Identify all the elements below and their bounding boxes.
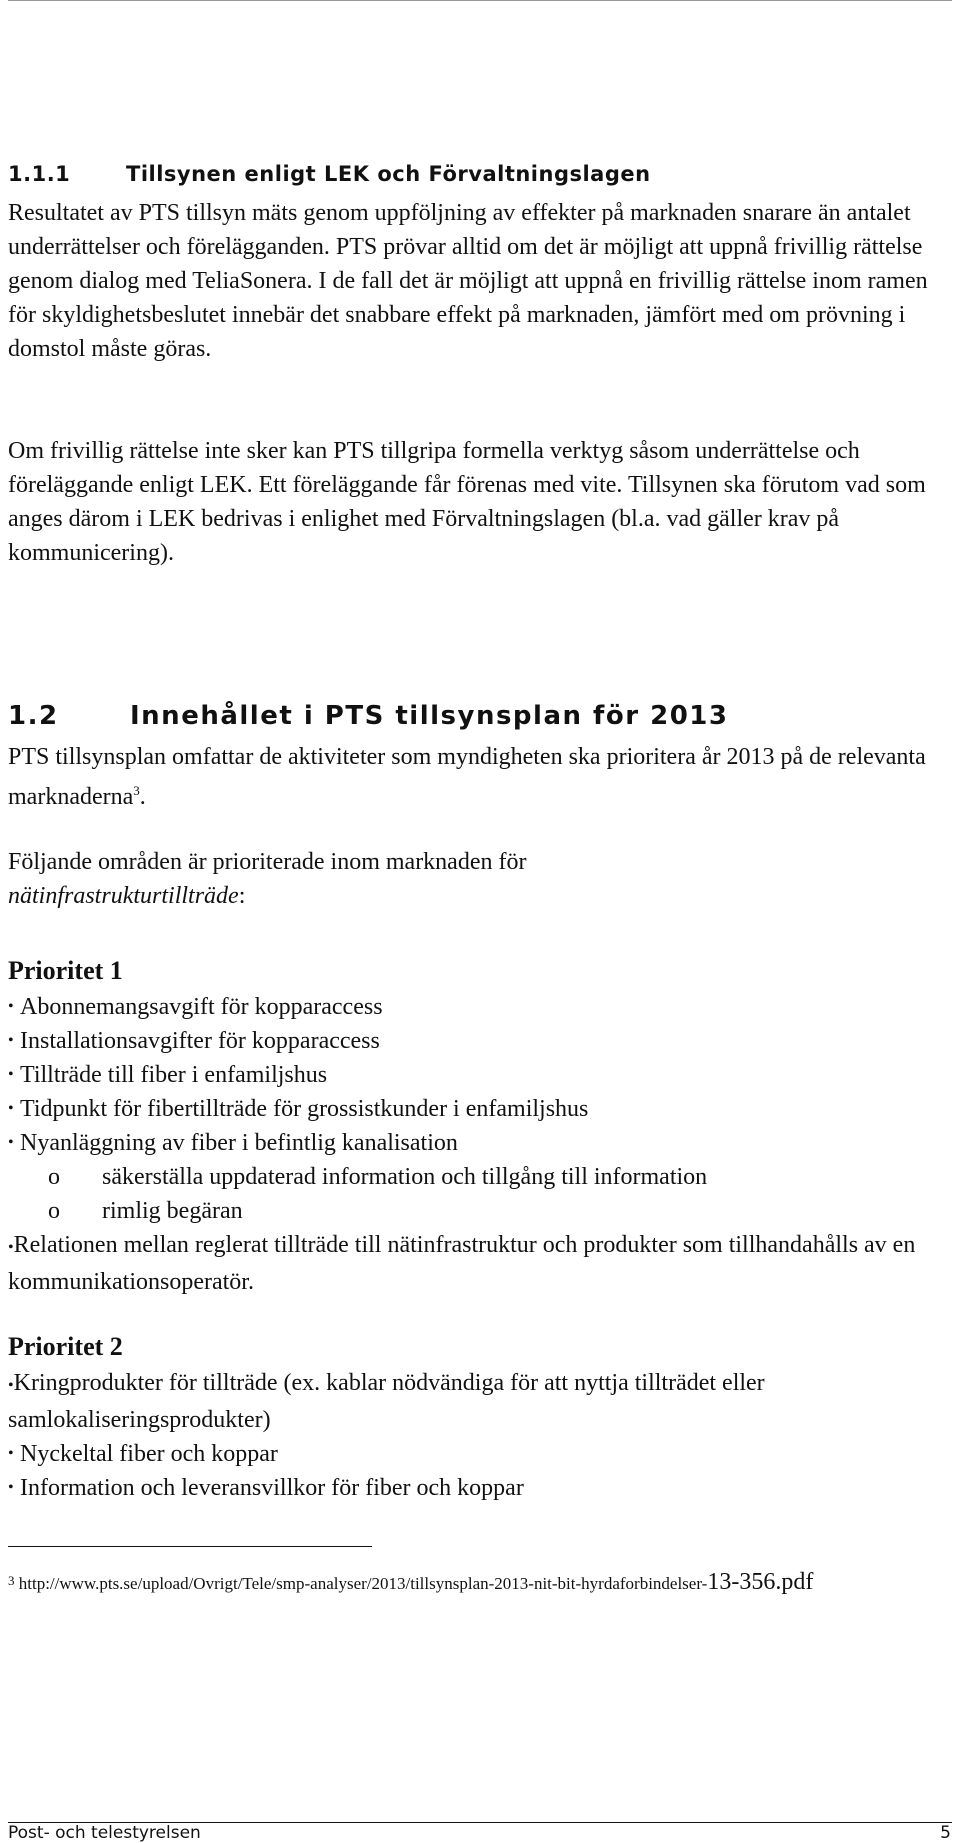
- list-item: [8, 1228, 948, 1299]
- footer-organization: Post- och telestyrelsen: [8, 1823, 201, 1843]
- page-number: 5: [940, 1823, 951, 1843]
- sub-bullet: o: [48, 1198, 60, 1224]
- sub-bullet: o: [48, 1164, 60, 1190]
- section-heading-1-1-1: [8, 162, 651, 186]
- section-number: 1.2: [8, 701, 59, 731]
- paragraph-prioriterade: [8, 845, 938, 913]
- section-title: Innehållet i PTS tillsynsplan för 2013: [130, 701, 729, 731]
- bullet-icon: •: [8, 1100, 14, 1117]
- list-item-text: Nyckeltal fiber och koppar: [20, 1441, 278, 1467]
- priority-1-heading: Prioritet 1: [8, 956, 123, 985]
- paragraph-end: .: [139, 784, 146, 810]
- footnote-link[interactable]: [18, 1569, 814, 1595]
- paragraph-tillsynsplan: [8, 740, 938, 814]
- paragraph-tillsyn-1: Resultatet av PTS tillsyn mäts genom uppföljning av effekter på marknaden snarare än antalet underrättelser och förelägganden. PTS prövar alltid om det är möjligt att uppnå frivillig rättelse genom dialog med TeliaSonera. I de fall det är möjligt att uppnå en frivillig rättelse inom ramen för skyldighetsbeslutet innebär det snabbare effekt på marknaden, jämfört med om prövning i domstol måste göras.: [8, 200, 928, 362]
- list-item-text: Installationsavgifter för kopparaccess: [20, 1028, 380, 1054]
- list-item-text: Tillträde till fiber i enfamiljshus: [20, 1062, 328, 1088]
- list-item: [8, 1471, 948, 1505]
- list-item-text: Information och leveransvillkor för fiber och koppar: [20, 1475, 524, 1501]
- bullet-icon: •: [8, 1445, 14, 1462]
- paragraph-tillsyn-2: Om frivillig rättelse inte sker kan PTS tillgripa formella verktyg såsom underrättelse och föreläggande enligt LEK. Ett föreläggande får förenas med vite. Tillsynen ska förutom vad som anges därom i LEK bedrivas i enlighet med Förvaltningslagen (bl.a. vad gäller krav på kommunicering).: [8, 438, 926, 566]
- sub-list-item-text: säkerställa uppdaterad information och tillgång till information: [102, 1164, 708, 1190]
- sub-list-item: [8, 1160, 948, 1194]
- bullet-icon: •: [8, 1032, 14, 1049]
- list-item: [8, 1366, 948, 1437]
- top-rule: [8, 0, 952, 1]
- list-item-text: Kringprodukter för tillträde (ex. kablar nödvändiga för att nyttja tillträdet eller samlokaliseringsprodukter): [8, 1370, 765, 1433]
- footnote: [8, 1562, 908, 1603]
- list-item: [8, 1024, 948, 1058]
- bullet-icon: •: [8, 1134, 14, 1151]
- list-item-text: Tidpunkt för fibertillträde för grossistkunder i enfamiljshus: [20, 1096, 589, 1122]
- list-item: [8, 990, 948, 1024]
- section-number: 1.1.1: [8, 162, 71, 186]
- sub-list-item-text: rimlig begäran: [102, 1198, 243, 1224]
- bullet-icon: •: [8, 1066, 14, 1083]
- section-heading-1-2: [8, 701, 728, 731]
- sub-list-item: [8, 1194, 948, 1228]
- list-item-text: Nyanläggning av fiber i befintlig kanalisation: [20, 1130, 458, 1156]
- bullet-icon: •: [8, 1479, 14, 1496]
- paragraph-colon: :: [238, 883, 246, 909]
- bullet-icon: •: [8, 1239, 14, 1256]
- list-item: [8, 1092, 948, 1126]
- bullet-icon: •: [8, 998, 14, 1015]
- list-item-text: Abonnemangsavgift för kopparaccess: [20, 994, 383, 1020]
- footnote-marker: 3: [8, 1573, 15, 1588]
- paragraph-text: PTS tillsynsplan omfattar de aktiviteter som myndigheten ska prioritera år 2013 på de relevanta marknaderna: [8, 744, 926, 810]
- paragraph-italic-term: nätinfrastrukturtillträde: [8, 883, 239, 909]
- priority-2-list: [8, 1366, 948, 1505]
- footnote-reference[interactable]: 3: [133, 783, 140, 798]
- paragraph-intro: Följande områden är prioriterade inom marknaden för: [8, 849, 527, 875]
- section-title: Tillsynen enligt LEK och Förvaltningslagen: [126, 162, 651, 186]
- priority-2-heading: Prioritet 2: [8, 1332, 123, 1361]
- footnote-url-end[interactable]: 13-356.pdf: [707, 1569, 814, 1595]
- footnote-separator: [8, 1546, 372, 1547]
- priority-1-list: [8, 990, 948, 1299]
- list-item: [8, 1437, 948, 1471]
- list-item: [8, 1126, 948, 1160]
- list-item: [8, 1058, 948, 1092]
- bullet-icon: •: [8, 1377, 14, 1394]
- list-item-text: Relationen mellan reglerat tillträde till nätinfrastruktur och produkter som tillhandahålls av en kommunikationsoperatör.: [8, 1232, 916, 1295]
- footnote-url-start[interactable]: http://www.pts.se/upload/Ovrigt/Tele/smp-analyser/2013/tillsynsplan-2013-nit-bit-hyrdaforbindelser-: [18, 1574, 708, 1593]
